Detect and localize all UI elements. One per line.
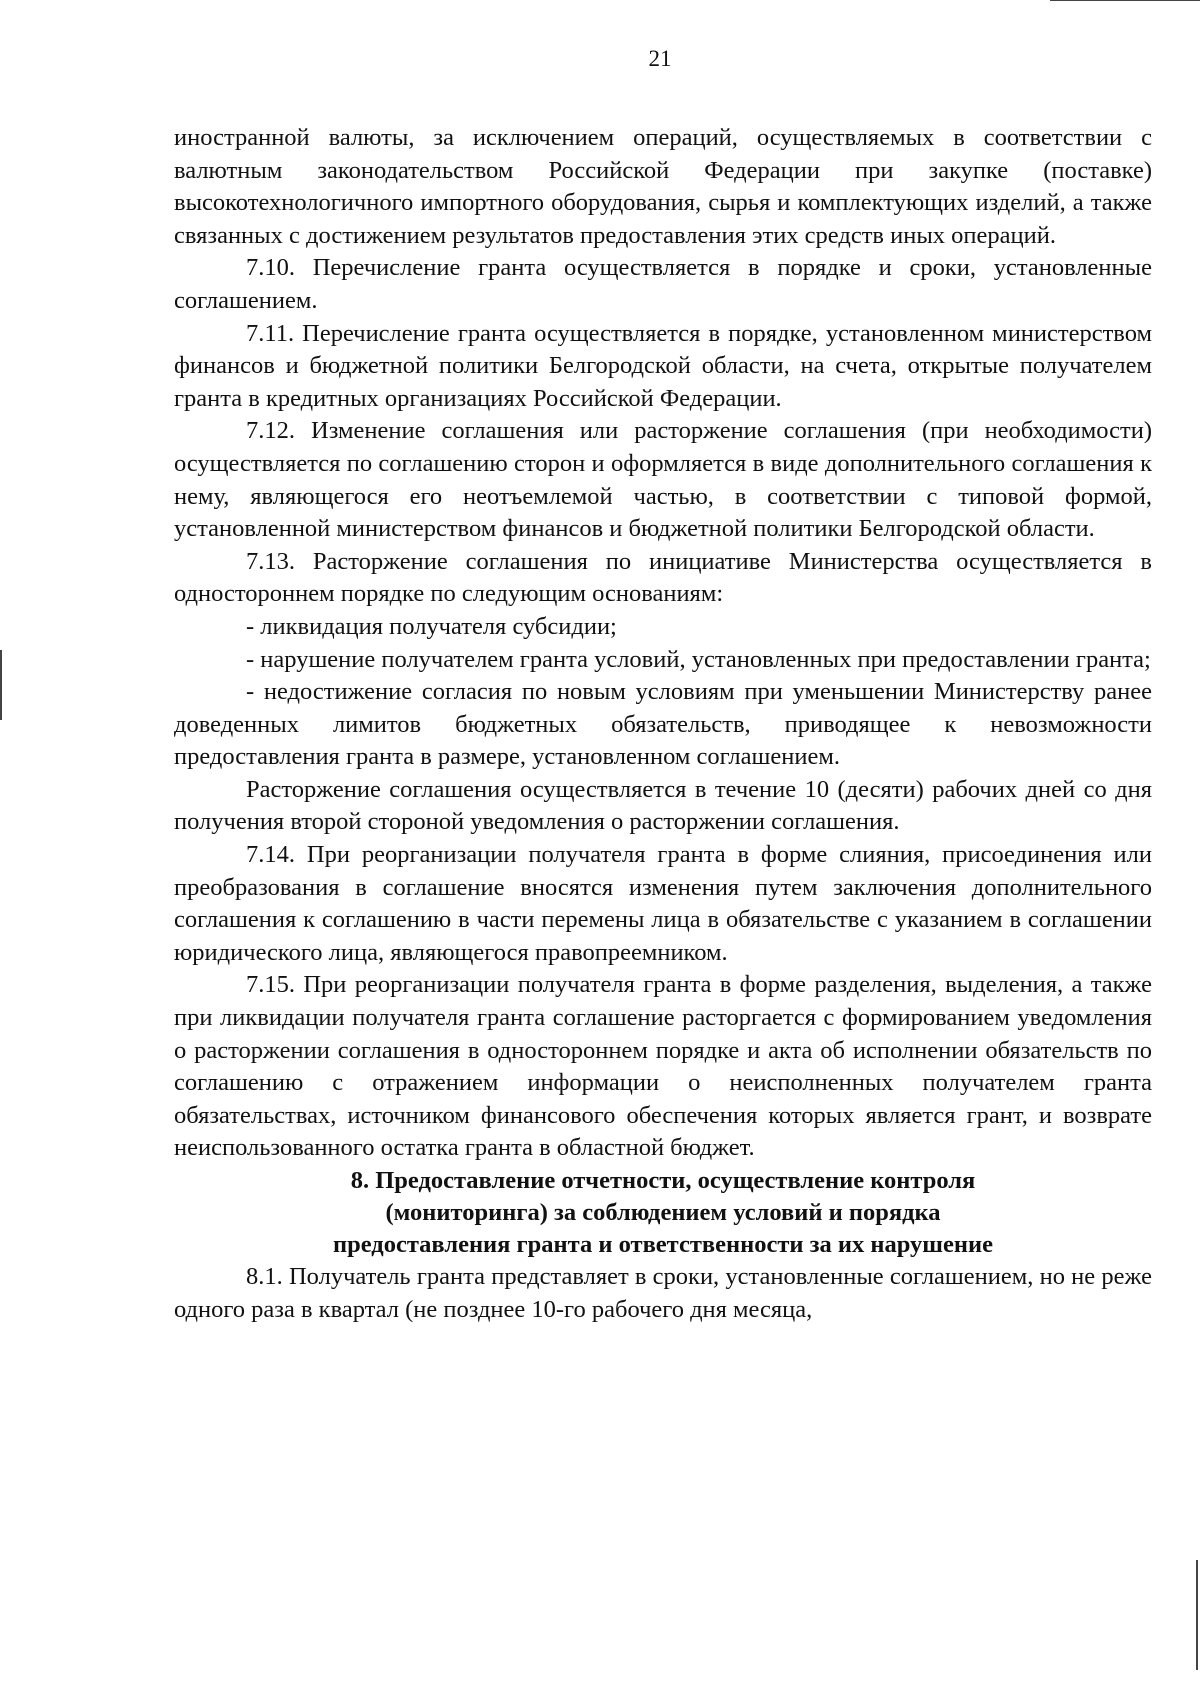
paragraph-7-12: 7.12. Изменение соглашения или расторжение соглашения (при необходимости) осуществляется по соглашению сторон и оформляется в виде дополнительного соглашения к нему, являющегося его неотъемлемой частью, в соответствии с типовой формой, установленной министерством финансов и бюджетной политики Белгородской области. <box>174 417 1152 543</box>
list-item-violation: - нарушение получателем гранта условий, установленных при предоставлении гранта; <box>246 645 1151 673</box>
paragraph-7-13: 7.13. Расторжение соглашения по инициативе Министерства осуществляется в одностороннем порядке по следующим основаниям: <box>174 547 1152 608</box>
paragraph-7-10: 7.10. Перечисление гранта осуществляется в порядке и сроки, установленные соглашением. <box>174 254 1152 314</box>
paragraph-7-11: 7.11. Перечисление гранта осуществляется в порядке, установленном министерством финансов и бюджетной политики Белгородской области, на счета, открытые получателем гранта в кредитных организациях Российской Федерации. <box>174 319 1152 412</box>
paragraph-8-1: 8.1. Получатель гранта представляет в сроки, установленные соглашением, но не реже одного раза в квартал (не позднее 10-го рабочего дня месяца, <box>174 1263 1152 1323</box>
paragraph-7-15: 7.15. При реорганизации получателя гранта в форме разделения, выделения, а также при ликвидации получателя гранта соглашение расторгается с формированием уведомления о расторжении соглашения в одностороннем порядке и акта об исполнении обязательств по соглашению с отражением информации о неисполненных получателем гранта обязательствах, источником финансового обеспечения которых является грант, и возврате неиспользованного остатка гранта в областной бюджет. <box>174 971 1152 1162</box>
section-heading-line: предоставления гранта и ответственности за их нарушение <box>333 1231 993 1258</box>
section-heading-line: 8. Предоставление отчетности, осуществление контроля <box>350 1167 976 1194</box>
list-item-no-agreement: - недостижение согласия по новым условиям при уменьшении Министерству ранее доведенных лимитов бюджетных обязательств, приводящее к невозможности предоставления гранта в размере, установленном соглашением. <box>174 678 1152 771</box>
paragraph-7-14: 7.14. При реорганизации получателя гранта в форме слияния, присоединения или преобразования в соглашение вносятся изменения путем заключения дополнительного соглашения к соглашению в части перемены лица в обязательстве с указанием в соглашении юридического лица, являющегося правопреемником. <box>174 841 1152 966</box>
paragraph-termination-period: Расторжение соглашения осуществляется в течение 10 (десяти) рабочих дней со дня получения второй стороной уведомления о расторжении соглашения. <box>174 775 1152 836</box>
page-number: 21 <box>648 46 672 71</box>
paragraph-continuation: иностранной валюты, за исключением операций, осуществляемых в соответствии с валютным законодательством Российской Федерации при закупке (поставке) высокотехнологичного импортного оборудования, сырья и комплектующих изделий, а также связанных с достижением результатов предоставления этих средств иных операций. <box>174 124 1152 249</box>
section-heading-line: (мониторинга) за соблюдением условий и порядка <box>385 1199 941 1226</box>
scan-edge-line-left <box>0 650 2 720</box>
scan-edge-line-right <box>1196 1560 1198 1670</box>
document-body <box>174 122 1152 1326</box>
list-item-liquidation: - ликвидация получателя субсидии; <box>246 612 617 640</box>
section-8-heading <box>174 1165 1152 1261</box>
scan-edge-line-top <box>1050 0 1200 1</box>
